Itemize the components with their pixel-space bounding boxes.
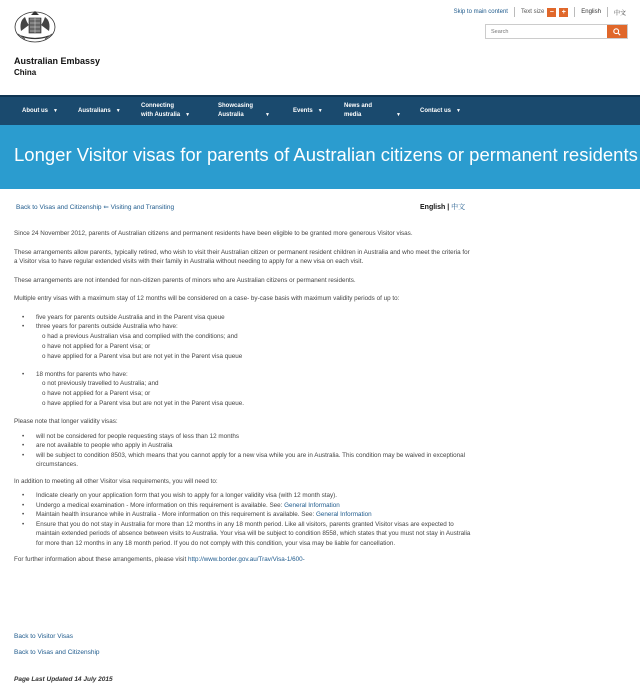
list-item: • Ensure that you do not stay in Australia for more than 12 months in any 18 month period. Like all visitors, parents granted Visitor visas are expected to maintain extended periods of absence between visits to Australia. Your visa will be subject to condition 8558, which states that you must not stay in Australia for more than 12 months in any 18 month period. If you do not comply with this condition, your visa may be liable for cancellation. bbox=[22, 520, 474, 549]
paragraph-text: For further information about these arrangements, please visit bbox=[14, 556, 188, 563]
search-box bbox=[485, 24, 628, 39]
paragraph: Multiple entry visas with a maximum stay of 12 months will be considered on a case- by-case basis with maximum validity periods of up to: bbox=[14, 295, 400, 302]
skip-to-content-link[interactable]: Skip to main content bbox=[453, 9, 508, 15]
requirements-list bbox=[22, 491, 474, 548]
nav-label: About us bbox=[22, 107, 48, 114]
nav-label: Australians bbox=[78, 107, 111, 114]
chevron-down-icon: ▼ bbox=[317, 107, 323, 114]
nav-item-australians[interactable] bbox=[78, 97, 121, 125]
breadcrumb-visiting-transiting-link[interactable]: Visiting and Transiting bbox=[110, 204, 175, 211]
text-size-decrease-button[interactable]: − bbox=[547, 8, 556, 17]
list-item: • will not be considered for people requesting stays of less than 12 months bbox=[22, 432, 474, 442]
language-separator: | bbox=[447, 204, 450, 211]
page-title-banner bbox=[0, 125, 640, 189]
list-item bbox=[22, 510, 474, 520]
paragraph bbox=[14, 555, 474, 565]
sub-list-item: o have applied for a Parent visa but are not yet in the Parent visa queue bbox=[42, 352, 243, 360]
chevron-down-icon: ▼ bbox=[396, 112, 401, 118]
nav-label: Events bbox=[293, 107, 313, 114]
list-item bbox=[22, 501, 474, 511]
article-body bbox=[14, 229, 474, 574]
breadcrumb-arrow-icon: ⇐ bbox=[103, 204, 109, 211]
nav-item-contact-us[interactable] bbox=[420, 97, 461, 125]
nav-label-line2: Australia bbox=[218, 112, 244, 118]
nav-label bbox=[141, 102, 180, 120]
sub-list-item: o not previously travelled to Australia; and bbox=[42, 380, 159, 387]
border-website-link[interactable]: http://www.border.gov.au/Trav/Visa-1/600- bbox=[187, 556, 305, 563]
language-switch bbox=[420, 202, 465, 212]
nav-label-line1: Showcasing bbox=[218, 103, 254, 109]
list-item: • will be subject to condition 8503, which means that you cannot apply for a new visa while you are in Australia. This condition may be waived in exceptional circumstances. bbox=[22, 451, 474, 470]
sub-list-item: o had a previous Australian visa and complied with the conditions; and bbox=[42, 332, 238, 340]
back-to-visitor-visas-link[interactable]: Back to Visitor Visas bbox=[14, 633, 74, 640]
general-information-link[interactable]: General Information bbox=[316, 511, 372, 518]
list-item: • three years for parents outside Australia who have: bbox=[22, 322, 474, 332]
divider bbox=[514, 7, 515, 17]
sub-list bbox=[42, 332, 474, 362]
nav-item-news-and-media[interactable] bbox=[344, 97, 401, 125]
language-english-link[interactable]: English bbox=[581, 9, 601, 15]
search-button[interactable] bbox=[607, 25, 627, 38]
text-size-increase-button[interactable]: + bbox=[559, 8, 568, 17]
nav-item-showcasing-australia[interactable] bbox=[218, 97, 270, 125]
breadcrumb bbox=[16, 203, 174, 211]
site-header bbox=[0, 0, 640, 95]
chevron-down-icon: ▼ bbox=[456, 107, 461, 114]
back-to-visas-citizenship-link[interactable]: Back to Visas and Citizenship bbox=[14, 649, 100, 656]
sub-list bbox=[42, 379, 474, 409]
chevron-down-icon: ▼ bbox=[115, 107, 121, 114]
divider bbox=[574, 7, 575, 17]
nav-label-line2: with Australia bbox=[141, 112, 181, 118]
nav-label: Contact us bbox=[420, 107, 452, 114]
paragraph: In addition to meeting all other Visitor visa requirements, you will need to: bbox=[14, 477, 218, 485]
language-chinese-link[interactable]: 中文 bbox=[451, 204, 466, 211]
search-input[interactable] bbox=[486, 25, 607, 38]
nav-label-line2: media bbox=[344, 112, 362, 118]
sub-list-item: o have applied for a Parent visa but are not yet in the Parent visa queue. bbox=[42, 400, 244, 407]
paragraph: These arrangements allow parents, typically retired, who wish to visit their Australian citizen or permanent resident children in Australia and who meet the criteria for a Visitor visa to have regular extended visits with their family in Australia without needing to apply for a new visa on each visit. bbox=[14, 248, 470, 265]
list-item: • Indicate clearly on your application form that you wish to apply for a longer validity visa (with 12 month stay). bbox=[22, 491, 474, 501]
back-links bbox=[14, 629, 100, 661]
embassy-name-line1: Australian Embassy bbox=[14, 56, 101, 66]
longer-validity-list bbox=[22, 432, 474, 470]
breadcrumb-visas-citizenship-link[interactable]: Back to Visas and Citizenship bbox=[16, 204, 102, 211]
coat-of-arms-logo[interactable] bbox=[13, 9, 57, 45]
language-chinese-link[interactable]: 中文 bbox=[613, 10, 626, 17]
paragraph: Since 24 November 2012, parents of Australian citizens and permanent residents have been eligible to be granted more generous Visitor visas. bbox=[14, 230, 413, 237]
nav-item-connecting-with-australia[interactable] bbox=[141, 97, 190, 125]
nav-item-events[interactable] bbox=[293, 97, 323, 125]
chevron-down-icon: ▼ bbox=[265, 112, 270, 118]
nav-item-about-us[interactable] bbox=[22, 97, 58, 125]
list-item-text: Maintain health insurance while in Australia - More information on this requirement is available. See: bbox=[36, 511, 317, 518]
nav-label bbox=[344, 102, 372, 120]
sub-list-item: o have not applied for a Parent visa; or bbox=[42, 342, 151, 350]
utility-links bbox=[454, 6, 626, 18]
general-information-link[interactable]: General Information bbox=[284, 501, 340, 509]
sub-list-item: o have not applied for a Parent visa; or bbox=[42, 390, 151, 397]
text-size-label: Text size bbox=[520, 9, 545, 15]
embassy-name bbox=[14, 56, 100, 78]
list-item: • 18 months for parents who have: bbox=[22, 370, 474, 380]
language-english[interactable]: English bbox=[420, 204, 446, 211]
page-last-updated: Page Last Updated 14 July 2015 bbox=[14, 676, 113, 683]
list-item: • five years for parents outside Australia and in the Parent visa queue bbox=[22, 313, 474, 323]
nav-label-line1: News and bbox=[344, 103, 373, 109]
paragraph: These arrangements are not intended for non-citizen parents of minors who are Australian citizens or permanent residents. bbox=[14, 276, 356, 284]
validity-list bbox=[22, 313, 474, 332]
list-item: • are not available to people who apply in Australia bbox=[22, 441, 474, 451]
search-icon bbox=[613, 28, 621, 36]
list-item-text: Undergo a medical examination - More information on this requirement is available. See: bbox=[36, 501, 285, 509]
paragraph: Please note that longer validity visas: bbox=[14, 418, 118, 425]
chevron-down-icon: ▼ bbox=[53, 107, 58, 114]
chevron-down-icon: ▼ bbox=[185, 112, 191, 118]
main-navigation bbox=[0, 95, 640, 125]
validity-list-2 bbox=[22, 370, 474, 380]
nav-label bbox=[218, 102, 253, 120]
embassy-name-line2: China bbox=[14, 68, 37, 77]
nav-label-line1: Connecting bbox=[141, 103, 174, 109]
page-title: Longer Visitor visas for parents of Australian citizens or permanent residents bbox=[14, 144, 638, 165]
divider bbox=[607, 7, 608, 17]
